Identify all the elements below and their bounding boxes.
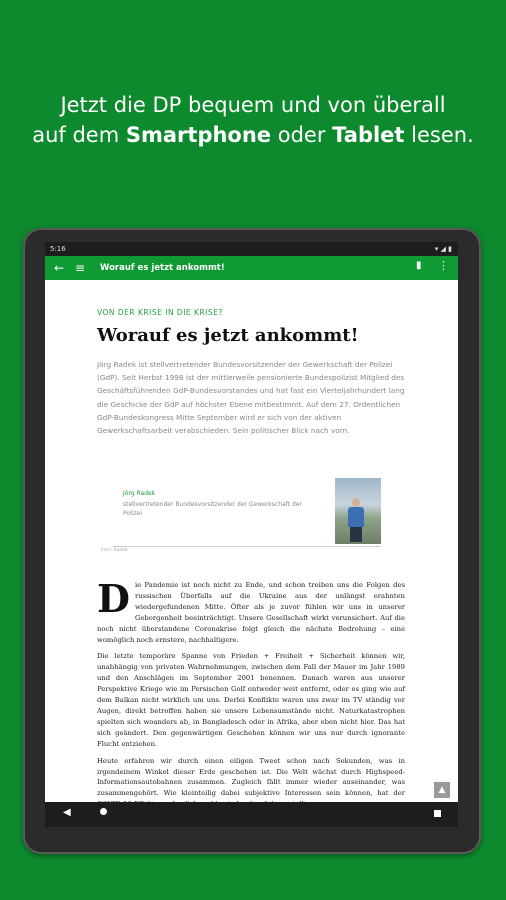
nav-home-icon[interactable] (100, 808, 107, 815)
nav-back-icon[interactable]: ◀ (63, 807, 71, 818)
paragraph-1-text: ie Pandemie ist noch nicht zu Ende, und schon treiben uns die Folgen des russischen Überfalls auf die Ukraine aus der unlängst erahnten wiedergefundenen Mitte. Öfter als je zuvor fühlen wir uns in unserer Geborgenheit beeinträchtigt. Unsere Gesellschaft wirkt verunsichert. Auf die noch nicht überstandene Coronakrise folgt gleich die nächste Bedrohung – eine womöglich noch ernstere, nachhaltigere. (97, 581, 405, 644)
scroll-to-top-button[interactable]: ▲ (434, 782, 450, 798)
promo-line-2-smartphone: Smartphone (125, 123, 272, 147)
article-kicker: VON DER KRISE IN DIE KRISE? (97, 308, 223, 317)
author-figure (347, 498, 365, 542)
promo-line-2-tablet: Tablet (332, 123, 405, 147)
author-box (113, 478, 381, 547)
article-paragraph-1 (97, 576, 405, 645)
promo-line-2-e: lesen. (404, 123, 474, 147)
figure-body (348, 507, 364, 527)
article-paragraph-2: Die letzte temporäre Spanne von Frieden + Freiheit + Sicherheit können wir, unabhängig von privaten Wahrnehmungen, zwischen dem Fall der Mauer im Jahr 1989 und den Anschlägen im September 2001 benennen. Danach waren aus unserer Perspektive Kriege wie im Persischen Golf entweder weit entfernt, oder es ging wie auf dem Balkan nicht wirklich um uns. Derlei Konflikte waren uns zwar im TV ständig vor Augen, direkt betroffen haben sie unsere Lebensumstände nicht. Naturkatastrophen spielten sich woanders ab, in Bangladesch oder in Afrika, aber eben nicht hier. Das hat sich geändert. Den gegenwärtigen Geschehen können wir uns nur durch ignorante Flucht entziehen. (97, 652, 405, 748)
author-name: Jörg Radek (123, 490, 156, 497)
status-time: 5:16 (50, 245, 66, 253)
bookmark-icon[interactable]: ▮ (416, 260, 422, 271)
tablet-screen (45, 242, 458, 827)
article-body (97, 576, 405, 816)
promo-line-1: Jetzt die DP bequem und von überall (60, 93, 446, 117)
article-title: Worauf es jetzt ankommt! (97, 325, 359, 346)
status-bar (45, 242, 458, 256)
article-lead: Jörg Radek ist stellvertretender Bundesvorsitzender der Gewerkschaft der Polizei (GdP). Seit Herbst 1998 ist der mittlerweile pensionierte Bundespolizist Mitglied des Geschäftsführenden GdP-Bundesvorstandes und hat fast ein Vierteljahrhundert lang die Geschicke der GdP auf höchster Ebene mitbestimmt. Auf dem 27. Ordentlichen GdP-Bundeskongress Mitte September wird er sich von der aktiven Gewerkschaftsarbeit verabschieden. Sein politischer Blick nach vorn. (97, 360, 405, 436)
promo-line-2-c: oder (271, 123, 333, 147)
figure-legs (350, 527, 362, 542)
promo-headline (0, 90, 506, 150)
promo-line-2-a: auf dem (32, 123, 126, 147)
android-nav-bar (45, 802, 458, 827)
menu-icon[interactable]: ≡ (75, 261, 86, 275)
photo-caption: Foto: Radek (101, 548, 128, 553)
app-bar (45, 256, 458, 280)
figure-head (352, 498, 360, 507)
article-content[interactable] (45, 280, 458, 802)
back-arrow-icon[interactable]: ← (54, 261, 65, 275)
author-role: stellvertretender Bundesvorsitzender der Gewerkschaft der Polizei (123, 501, 302, 517)
status-icons: ▾ ◢ ▮ (434, 245, 452, 253)
article-paragraph-3: Heute erfahren wir durch einen eiligen Tweet schon nach Sekunden, was in irgendeinem Winkel dieser Erde geschehen ist. Die Welt wächst durch Highspeed-Informationsautobahnen zusammen. Zugleich fällt immer wieder auseinander, was zusammengehört. Wie kleinteilig dabei subjektive Interessen sein können, hat der (97, 756, 405, 798)
author-photo (335, 478, 381, 544)
drop-cap: D (97, 576, 130, 621)
nav-recents-icon[interactable] (434, 810, 441, 817)
app-bar-title: Worauf es jetzt ankommt! (100, 263, 225, 273)
promo-line-2 (0, 120, 506, 150)
more-options-icon[interactable]: ⋮ (438, 259, 449, 272)
